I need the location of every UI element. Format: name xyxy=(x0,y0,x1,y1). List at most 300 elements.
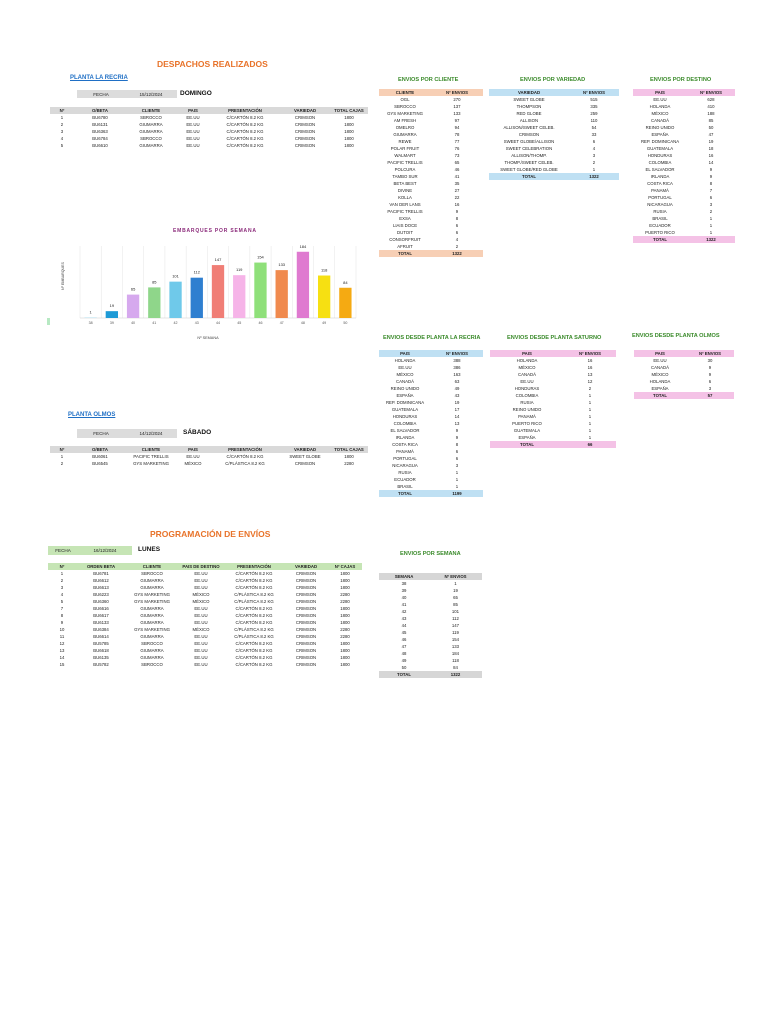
table-row xyxy=(50,121,368,128)
desde-saturno-header-cell: Nº ENVIOS xyxy=(564,350,616,357)
desde-saturno-title: ENVIOS DESDE PLANTA SATURNO xyxy=(507,335,602,341)
programacion-day: LUNES xyxy=(138,546,161,553)
table-cell: HOLANDA xyxy=(516,358,538,363)
table-row xyxy=(633,138,735,145)
table-cell: GYS MARKETING xyxy=(133,461,169,466)
total-value: 1322 xyxy=(431,250,483,257)
table-row xyxy=(489,124,619,131)
table-row xyxy=(633,173,735,180)
olmos-fecha-label: FECHA xyxy=(93,431,109,436)
table-cell: 33 xyxy=(591,132,597,137)
table-cell: NICARAGUA xyxy=(392,463,418,468)
table-cell: EE.UU xyxy=(194,585,208,590)
table-row xyxy=(379,483,483,490)
table-cell: LIAIS DOCE xyxy=(392,223,418,228)
table-cell: 3 xyxy=(709,202,713,207)
table-cell: PUERTO RICO xyxy=(512,421,542,426)
table-cell: BU5782 xyxy=(93,662,109,667)
table-cell: HONDURAS xyxy=(514,386,540,391)
table-row xyxy=(48,626,362,633)
table-row xyxy=(379,194,483,201)
table-row xyxy=(633,187,735,194)
table-cell: C/PLÁSTICA 8.2 KG xyxy=(234,634,274,639)
table-cell: BU6131 xyxy=(92,122,108,127)
table-cell: BU6610 xyxy=(92,143,108,148)
table-cell: CRIMSON xyxy=(295,613,317,618)
table-cell: 1800 xyxy=(344,122,354,127)
table-row xyxy=(50,453,368,460)
table-row xyxy=(48,654,362,661)
table-cell: C/CARTÓN 8.2 KG xyxy=(226,143,264,148)
table-row xyxy=(48,661,362,668)
table-cell: 1800 xyxy=(340,613,350,618)
table-cell: 38 xyxy=(401,581,407,586)
table-cell: 515 xyxy=(590,97,598,102)
table-cell: RED GLOBE xyxy=(516,111,542,116)
table-cell: 45 xyxy=(401,630,407,635)
total-label: TOTAL xyxy=(633,236,687,243)
table-cell: 48 xyxy=(401,651,407,656)
table-row xyxy=(490,413,616,420)
chart-data-label: 119 xyxy=(236,267,243,273)
table-cell: 5 xyxy=(60,599,64,604)
table-cell: C/CARTÓN 8.2 KG xyxy=(235,648,273,653)
table-cell: CANADÁ xyxy=(651,365,669,370)
programacion-header-row xyxy=(48,563,362,570)
table-cell: 7 xyxy=(60,606,64,611)
table-cell: RUSIA xyxy=(398,470,412,475)
table-cell: EE.UU xyxy=(194,655,208,660)
table-row xyxy=(379,664,482,671)
table-cell: 50 xyxy=(401,665,407,670)
table-cell: 19 xyxy=(708,139,714,144)
chart-tick-label: 48 xyxy=(300,321,305,325)
table-cell: PANAMÁ xyxy=(651,188,669,193)
table-row xyxy=(490,406,616,413)
table-row xyxy=(48,605,362,612)
table-row xyxy=(379,110,483,117)
table-row xyxy=(633,117,735,124)
envios-destino-header-cell: PAIS xyxy=(633,89,687,96)
table-cell: 2 xyxy=(60,461,64,466)
table-cell: EE.UU xyxy=(653,358,667,363)
envios-destino-header-cell: Nº ENVIOS xyxy=(687,89,735,96)
table-cell: 3 xyxy=(592,153,596,158)
table-cell: EE.UU xyxy=(194,648,208,653)
programacion-title: PROGRAMACIÓN DE ENVÍOS xyxy=(150,529,271,539)
desde-recria-header-row xyxy=(379,350,483,357)
table-cell: ECUADOR xyxy=(394,477,416,482)
table-cell: 1800 xyxy=(340,606,350,611)
table-cell: SBROCCO xyxy=(140,136,162,141)
desde-recria-header-cell: PAIS xyxy=(379,350,431,357)
table-row xyxy=(379,608,482,615)
table-cell: 2280 xyxy=(340,627,350,632)
total-label: TOTAL xyxy=(490,441,564,448)
table-cell: DUTOIT xyxy=(397,230,413,235)
table-cell: HONDURAS xyxy=(392,414,418,419)
olmos-fecha: 14/12/2024 xyxy=(139,431,163,436)
table-cell: BU5785 xyxy=(93,641,109,646)
table-cell: HOLANDA xyxy=(649,104,671,109)
table-cell: C/PLÁSTICA 8.2 KG xyxy=(234,592,274,597)
recria-header-row xyxy=(50,107,368,114)
recria-header-cell: PAIS xyxy=(176,107,210,114)
table-row xyxy=(379,357,483,364)
table-cell: 154 xyxy=(451,637,460,642)
table-cell: 4 xyxy=(592,146,596,151)
chart-data-label: 101 xyxy=(172,273,179,279)
table-cell: ALLISON xyxy=(519,118,539,123)
table-cell: C/CARTÓN 8.2 KG xyxy=(235,641,273,646)
table-cell: GYS MARKETING xyxy=(134,592,170,597)
table-row xyxy=(634,357,734,364)
table-cell: EE.UU xyxy=(194,620,208,625)
table-cell: 1800 xyxy=(344,115,354,120)
table-cell: CRIMSON xyxy=(295,578,317,583)
envios-variedad-header-cell: Nº ENVIOS xyxy=(569,89,619,96)
table-cell: 1 xyxy=(709,223,713,228)
table-cell: C/CARTÓN 8.2 KG xyxy=(235,613,273,618)
table-row xyxy=(48,633,362,640)
table-cell: CRIMSON xyxy=(295,585,317,590)
table-cell: SWEET GLOBE/ALLISON xyxy=(503,139,555,144)
table-cell: CRIMSON xyxy=(295,662,317,667)
table-cell: 2 xyxy=(709,209,713,214)
table-cell: 41 xyxy=(401,602,407,607)
table-cell: 6 xyxy=(709,195,713,200)
table-row xyxy=(490,378,616,385)
table-row xyxy=(634,378,734,385)
table-cell: 1800 xyxy=(340,585,350,590)
chart-data-label: 19 xyxy=(109,303,115,309)
table-cell: 63 xyxy=(454,379,460,384)
table-row xyxy=(48,647,362,654)
table-cell: SWEET GLOBE xyxy=(513,97,545,102)
table-cell: POLAR FRUIT xyxy=(390,146,420,151)
table-row xyxy=(490,357,616,364)
table-cell: ESPAÑA xyxy=(651,132,669,137)
total-row xyxy=(634,392,734,399)
table-cell: REP. DOMINICANA xyxy=(640,139,680,144)
table-cell: REINO UNIDO xyxy=(390,386,420,391)
table-cell: 3 xyxy=(455,463,459,468)
envios-destino-title: ENVIOS POR DESTINO xyxy=(650,77,712,83)
chart-bar xyxy=(212,265,224,318)
recria-header-cell: PRESENTACIÓN xyxy=(210,107,280,114)
table-cell: C/CARTÓN 8.2 KG xyxy=(226,454,264,459)
table-cell: 1 xyxy=(709,230,713,235)
table-cell: MÉXICO xyxy=(651,372,669,377)
table-row xyxy=(379,594,482,601)
chart-tick-label: 50 xyxy=(343,321,348,325)
total-label: TOTAL xyxy=(379,671,429,678)
table-cell: GIUMARRA xyxy=(140,585,164,590)
table-row xyxy=(633,194,735,201)
table-row xyxy=(490,420,616,427)
envios-cliente-header-row xyxy=(379,89,483,96)
table-row xyxy=(379,117,483,124)
table-cell: 11 xyxy=(59,634,65,639)
chart-bar xyxy=(254,263,266,318)
table-row xyxy=(379,643,482,650)
table-cell: CANADÁ xyxy=(651,118,669,123)
chart-bar xyxy=(148,287,160,318)
table-cell: CRIMSON xyxy=(294,122,316,127)
table-cell: REINO UNIDO xyxy=(645,125,675,130)
table-cell: C/CARTÓN 8.2 KG xyxy=(235,606,273,611)
table-row xyxy=(379,413,483,420)
table-cell: 3 xyxy=(60,129,64,134)
table-cell: 628 xyxy=(707,97,715,102)
total-label: TOTAL xyxy=(379,490,431,497)
table-row xyxy=(379,650,482,657)
desde-olmos-header-cell: Nº ENVIOS xyxy=(686,350,734,357)
envios-semana-title: ENVIOS POR SEMANA xyxy=(400,551,461,557)
table-row xyxy=(379,166,483,173)
table-cell: 1800 xyxy=(340,641,350,646)
table-row xyxy=(379,145,483,152)
table-cell: BU6614 xyxy=(93,634,109,639)
table-cell: 43 xyxy=(401,616,407,621)
table-cell: 1 xyxy=(588,435,592,440)
olmos-title: PLANTA OLMOS xyxy=(68,412,116,418)
table-cell: GIUMARRA xyxy=(140,634,164,639)
total-row xyxy=(379,671,482,678)
chart-bar xyxy=(169,282,181,318)
table-row xyxy=(379,657,482,664)
table-row xyxy=(379,587,482,594)
table-cell: REWE xyxy=(398,139,412,144)
table-cell: 410 xyxy=(707,104,715,109)
table-cell: EE.UU xyxy=(194,641,208,646)
table-cell: PORTUGAL xyxy=(393,456,417,461)
table-cell: 137 xyxy=(453,104,461,109)
table-cell: 133 xyxy=(453,111,461,116)
total-row xyxy=(633,236,735,243)
table-cell: 42 xyxy=(401,609,407,614)
table-cell: 6 xyxy=(592,139,596,144)
table-cell: 101 xyxy=(451,609,460,614)
table-cell: CRIMSON xyxy=(295,648,317,653)
table-row xyxy=(50,114,368,121)
table-row xyxy=(379,124,483,131)
table-row xyxy=(379,371,483,378)
programacion-header-cell: Nº xyxy=(48,563,76,570)
table-cell: EE.UU xyxy=(186,115,200,120)
table-cell: 1800 xyxy=(340,662,350,667)
table-cell: 14 xyxy=(454,414,460,419)
table-cell: 9 xyxy=(60,620,64,625)
table-cell: 1 xyxy=(60,571,64,576)
table-cell: 3 xyxy=(708,386,712,391)
table-cell: THOMPSON xyxy=(516,104,542,109)
envios-cliente-header-cell: CLIENTE xyxy=(379,89,431,96)
table-cell: COLOMBIA xyxy=(648,160,672,165)
recria-title: PLANTA LA RECRIA xyxy=(70,75,128,81)
table-cell: COSTA RICA xyxy=(392,442,418,447)
table-cell: EE.UU xyxy=(194,634,208,639)
table-row xyxy=(633,208,735,215)
table-cell: GIUMARRA xyxy=(139,129,163,134)
envios-cliente-table xyxy=(379,89,483,257)
table-cell: 35 xyxy=(454,181,460,186)
table-cell: RUSIA xyxy=(520,400,534,405)
table-cell: 2280 xyxy=(344,461,354,466)
table-row xyxy=(634,364,734,371)
chart-tick-label: 43 xyxy=(194,321,199,325)
table-cell: 65 xyxy=(454,160,460,165)
desde-olmos-table xyxy=(634,350,734,399)
table-cell: 1 xyxy=(588,393,592,398)
table-cell: 1800 xyxy=(340,648,350,653)
table-row xyxy=(490,434,616,441)
table-row xyxy=(379,441,483,448)
envios-semana-header-row xyxy=(379,573,482,580)
table-cell: BU6545 xyxy=(92,461,108,466)
table-cell: BU6061 xyxy=(92,454,108,459)
chart-bar xyxy=(318,276,330,318)
recria-day: DOMINGO xyxy=(180,90,212,97)
table-cell: 2280 xyxy=(340,599,350,604)
table-cell: 39 xyxy=(401,588,407,593)
table-cell: 1800 xyxy=(344,454,354,459)
table-row xyxy=(633,145,735,152)
table-cell: 6 xyxy=(455,456,459,461)
table-cell: REINO UNIDO xyxy=(512,407,542,412)
chart-data-label: 1 xyxy=(89,309,92,315)
table-cell: 14 xyxy=(708,160,714,165)
table-cell: EE.UU xyxy=(194,613,208,618)
table-row xyxy=(633,110,735,117)
table-cell: GIUMARRA xyxy=(393,132,417,137)
table-cell: ALLISON/THOMP. xyxy=(511,153,547,158)
table-cell: PACIFIC TRELLIS xyxy=(387,160,423,165)
table-cell: 163 xyxy=(453,372,461,377)
table-row xyxy=(379,622,482,629)
table-cell: SWEET GLOBE/RED GLOBE xyxy=(500,167,558,172)
table-cell: 41 xyxy=(454,174,460,179)
table-cell: ESPAÑA xyxy=(396,393,414,398)
envios-cliente-title: ENVIOS POR CLIENTE xyxy=(398,77,459,83)
table-row xyxy=(633,201,735,208)
table-row xyxy=(490,364,616,371)
table-cell: 46 xyxy=(454,167,460,172)
table-row xyxy=(489,103,619,110)
table-row xyxy=(379,215,483,222)
table-cell: GUATEMALA xyxy=(391,407,419,412)
table-cell: SBROCCO xyxy=(140,115,162,120)
table-cell: CRIMSON xyxy=(294,136,316,141)
table-row xyxy=(379,96,483,103)
table-cell: GUATEMALA xyxy=(513,428,541,433)
table-cell: POLCURA xyxy=(394,167,416,172)
table-cell: 47 xyxy=(401,644,407,649)
table-cell: SBROCCO xyxy=(141,571,163,576)
table-row xyxy=(379,378,483,385)
chart-data-label: 84 xyxy=(343,279,348,285)
table-row xyxy=(379,187,483,194)
envios-variedad-title: ENVIOS POR VARIEDAD xyxy=(520,77,586,83)
table-cell: BU6617 xyxy=(93,613,109,618)
table-row xyxy=(379,173,483,180)
chart-bar xyxy=(233,275,245,318)
chart-tick-label: 38 xyxy=(88,321,93,325)
table-cell: SWEET CELEBRATION xyxy=(505,146,553,151)
table-cell: 1800 xyxy=(340,571,350,576)
table-cell: CRIMSON xyxy=(295,592,317,597)
table-cell: GUATEMALA xyxy=(646,146,674,151)
table-cell: 14 xyxy=(59,655,65,660)
table-cell: GIUMARRA xyxy=(140,620,164,625)
table-cell: PORTUGAL xyxy=(648,195,672,200)
table-cell: CANADÁ xyxy=(518,372,536,377)
chart-tick-label: 47 xyxy=(279,321,284,325)
table-cell: C/PLÁSTICA 8.2 KG xyxy=(234,599,274,604)
chart-y-label: Nº EMBARQUES xyxy=(61,262,65,290)
table-cell: EE.UU xyxy=(653,97,667,102)
table-row xyxy=(379,364,483,371)
table-row xyxy=(48,584,362,591)
table-cell: MÉXICO xyxy=(192,627,210,632)
desde-recria-title: ENVIOS DESDE PLANTA LA RECRIA xyxy=(383,335,481,341)
table-cell: EE.UU xyxy=(186,122,200,127)
table-cell: 47 xyxy=(708,132,714,137)
table-cell: ECUADOR xyxy=(649,223,671,228)
table-cell: 2280 xyxy=(340,592,350,597)
table-row xyxy=(490,371,616,378)
table-cell: 17 xyxy=(454,407,460,412)
table-cell: CRIMSON xyxy=(295,620,317,625)
chart-data-label: 154 xyxy=(257,254,264,260)
table-cell: 94 xyxy=(454,125,460,130)
table-cell: PACIFIC TRELLIS xyxy=(133,454,169,459)
table-cell: OGL xyxy=(400,97,410,102)
olmos-header-cell: PAIS xyxy=(176,446,210,453)
table-cell: 118 xyxy=(452,658,459,663)
table-cell: 7 xyxy=(709,188,713,193)
chart-data-label: 133 xyxy=(278,262,286,268)
olmos-header-cell: O/BETA xyxy=(74,446,126,453)
table-cell: EE.UU xyxy=(186,143,200,148)
table-cell: MÉXICO xyxy=(192,592,210,597)
table-row xyxy=(379,427,483,434)
table-cell: BU6223 xyxy=(93,592,109,597)
table-cell: 54 xyxy=(591,125,597,130)
table-cell: BU6784 xyxy=(92,136,108,141)
table-cell: 49 xyxy=(454,386,460,391)
table-cell: COLOMBIA xyxy=(515,393,539,398)
table-cell: 259 xyxy=(590,111,598,116)
table-cell: 1800 xyxy=(344,136,354,141)
table-cell: CRIMSON xyxy=(295,655,317,660)
table-cell: 12 xyxy=(587,379,593,384)
table-row xyxy=(48,570,362,577)
table-cell: BU6780 xyxy=(92,115,108,120)
table-row xyxy=(379,420,483,427)
table-row xyxy=(634,371,734,378)
table-cell: C/CARTÓN 8.2 KG xyxy=(235,578,273,583)
table-cell: 2 xyxy=(455,244,459,249)
table-cell: 6 xyxy=(455,230,459,235)
desde-saturno-header-cell: PAIS xyxy=(490,350,564,357)
table-cell: PACIFIC TRELLIS xyxy=(387,209,423,214)
table-row xyxy=(489,152,619,159)
table-cell: BU6613 xyxy=(93,585,109,590)
chart-data-label: 147 xyxy=(214,257,222,263)
programacion-header-cell: ORDEN BETA xyxy=(76,563,126,570)
table-row xyxy=(379,159,483,166)
